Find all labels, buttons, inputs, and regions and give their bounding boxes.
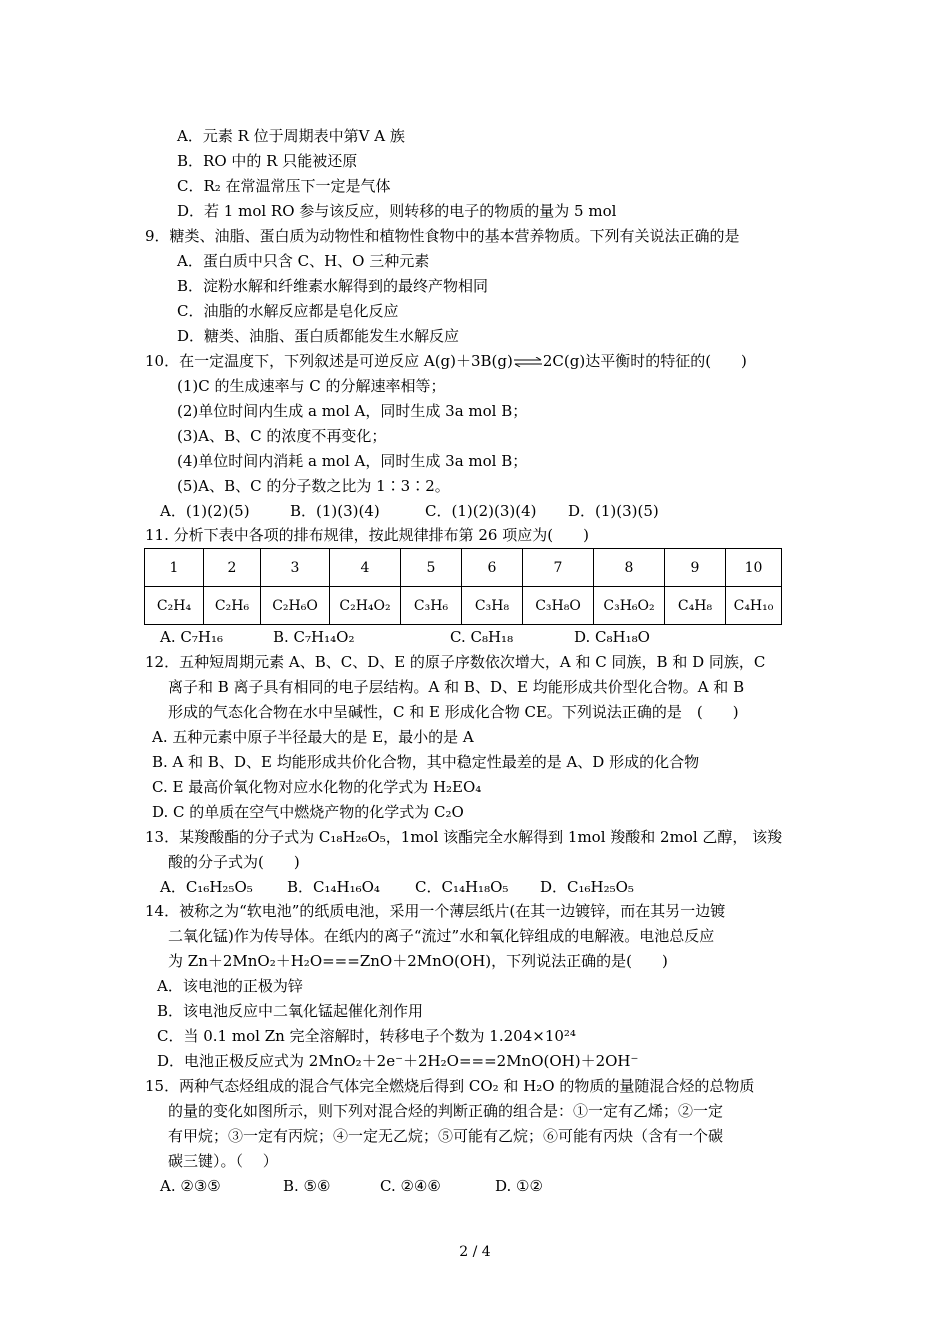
q10-stem [145,350,747,372]
q13-stem-line-2: 酸的分子式为( ) [168,853,300,871]
q12-option-a: A. 五种元素中原子半径最大的是 E，最小的是 A [152,728,474,746]
q15-option-a: A. ②③⑤ [160,1177,221,1195]
q13-option-c: C．C₁₄H₁₈O₅ [415,878,509,896]
q8-option-a: A．元素 R 位于周期表中第Ⅴ A 族 [177,127,405,145]
table-cell: 10 [726,549,782,587]
q8-option-b: B．RO 中的 R 只能被还原 [177,152,358,170]
table-row [145,549,782,587]
q10-item-2: (2)单位时间内生成 a mol A，同时生成 3a mol B； [177,402,528,420]
q15-option-c: C. ②④⑥ [380,1177,441,1195]
q14-stem-line-1: 14．被称之为“软电池”的纸质电池，采用一个薄层纸片(在其一边镀锌，而在其另一边镀 [145,902,726,920]
q12-option-d: D. C 的单质在空气中燃烧产物的化学式为 C₂O [152,803,464,821]
q14-option-b: B．该电池反应中二氧化锰起催化剂作用 [157,1002,424,1020]
q15-stem-line-2: 的量的变化如图所示，则下列对混合烃的判断正确的组合是：①一定有乙烯；②一定 [168,1102,724,1120]
q11-option-a: A. C₇H₁₆ [160,628,223,646]
q9-option-b: B．淀粉水解和纤维素水解得到的最终产物相同 [177,277,489,295]
q13-stem-line-1: 13．某羧酸酯的分子式为 C₁₈H₂₆O₅，1mol 该酯完全水解得到 1mol 羧酸和 2mol 乙醇， 该羧 [145,828,783,846]
q14-option-a: A．该电池的正极为锌 [157,977,303,995]
table-cell: C₂H₄O₂ [330,587,401,625]
page-number: 2 / 4 [459,1244,491,1260]
table-cell: C₄H₁₀ [726,587,782,625]
q8-option-d: D．若 1 mol RO 参与该反应，则转移的电子的物质的量为 5 mol [177,202,617,220]
q10-option-d: D．(1)(3)(5) [568,502,659,520]
q8-option-c: C．R₂ 在常温常压下一定是气体 [177,177,391,195]
table-cell: 1 [145,549,204,587]
table-cell: 4 [330,549,401,587]
q15-option-d: D. ①② [495,1177,543,1195]
q14-option-c: C．当 0.1 mol Zn 完全溶解时，转移电子个数为 1.204×10²⁴ [157,1027,576,1045]
table-cell: 3 [261,549,330,587]
q14-stem-line-2: 二氧化锰)作为传导体。在纸内的离子“流过”水和氧化锌组成的电解液。电池总反应 [168,927,715,945]
q10-stem-part-b: 2C(g)达平衡时的特征的( ) [542,352,747,370]
q12-option-b: B. A 和 B、D、E 均能形成共价化合物，其中稳定性最差的是 A、D 形成的化合物 [152,753,700,771]
q9-option-c: C．油脂的水解反应都是皂化反应 [177,302,399,320]
table-cell: 6 [462,549,523,587]
table-cell: C₃H₈ [462,587,523,625]
q10-option-c: C．(1)(2)(3)(4) [425,502,537,520]
q13-option-d: D．C₁₆H₂₅O₅ [540,878,634,896]
table-row [145,587,782,625]
table-cell: C₃H₆ [401,587,462,625]
q10-option-b: B．(1)(3)(4) [290,502,380,520]
table-cell: 7 [523,549,594,587]
q15-option-b: B. ⑤⑥ [283,1177,331,1195]
table-cell: C₃H₆O₂ [594,587,665,625]
table-cell: 5 [401,549,462,587]
table-cell: 2 [204,549,261,587]
q15-stem-line-4: 碳三键）。（ ） [168,1152,278,1170]
q12-stem-line-3: 形成的气态化合物在水中呈碱性，C 和 E 形成化合物 CE。下列说法正确的是 ( ) [168,703,739,721]
q10-stem-part-a: 10．在一定温度下，下列叙述是可逆反应 A(g)＋3B(g) [145,352,513,370]
table-cell: C₂H₆ [204,587,261,625]
table-cell: C₄H₈ [665,587,726,625]
q10-item-1: (1)C 的生成速率与 C 的分解速率相等； [177,377,446,395]
q11-stem: 11. 分析下表中各项的排布规律，按此规律排布第 26 项应为( ) [145,526,589,544]
q15-stem-line-1: 15．两种气态烃组成的混合气体完全燃烧后得到 CO₂ 和 H₂O 的物质的量随混合烃的总物质 [145,1077,755,1095]
q12-stem-line-2: 离子和 B 离子具有相同的电子层结构。A 和 B、D、E 均能形成共价型化合物。A 和 B [168,678,745,696]
table-cell: C₃H₈O [523,587,594,625]
table-cell: C₂H₄ [145,587,204,625]
q11-table [144,548,782,625]
q9-stem: 9．糖类、油脂、蛋白质为动物性和植物性食物中的基本营养物质。下列有关说法正确的是 [145,227,740,245]
q9-option-d: D．糖类、油脂、蛋白质都能发生水解反应 [177,327,460,345]
table-cell: C₂H₆O [261,587,330,625]
q13-option-b: B．C₁₄H₁₆O₄ [287,878,380,896]
q15-stem-line-3: 有甲烷；③一定有丙烷；④一定无乙烷；⑤可能有乙烷；⑥可能有丙炔（含有一个碳 [168,1127,724,1145]
q10-item-5: (5)A、B、C 的分子数之比为 1∶3∶2。 [177,477,450,495]
q10-item-4: (4)单位时间内消耗 a mol A，同时生成 3a mol B； [177,452,528,470]
q14-option-d: D．电池正极反应式为 2MnO₂＋2e⁻＋2H₂O===2MnO(OH)＋2OH⁻ [157,1052,639,1070]
q11-option-c: C. C₈H₁₈ [450,628,514,646]
q11-option-d: D. C₈H₁₈O [574,628,650,646]
q12-stem-line-1: 12．五种短周期元素 A、B、C、D、E 的原子序数依次增大，A 和 C 同族，B 和 D 同族，C [145,653,766,671]
table-cell: 9 [665,549,726,587]
equilibrium-arrow-icon [513,357,543,367]
q9-option-a: A．蛋白质中只含 C、H、O 三种元素 [177,252,430,270]
q13-option-a: A．C₁₆H₂₅O₅ [160,878,253,896]
table-cell: 8 [594,549,665,587]
q10-option-a: A．(1)(2)(5) [160,502,250,520]
q12-option-c: C. E 最高价氧化物对应水化物的化学式为 H₂EO₄ [152,778,482,796]
q10-item-3: (3)A、B、C 的浓度不再变化； [177,427,387,445]
q11-option-b: B. C₇H₁₄O₂ [273,628,355,646]
q14-stem-line-3: 为 Zn＋2MnO₂＋H₂O===ZnO＋2MnO(OH)，下列说法正确的是( ) [168,952,668,970]
